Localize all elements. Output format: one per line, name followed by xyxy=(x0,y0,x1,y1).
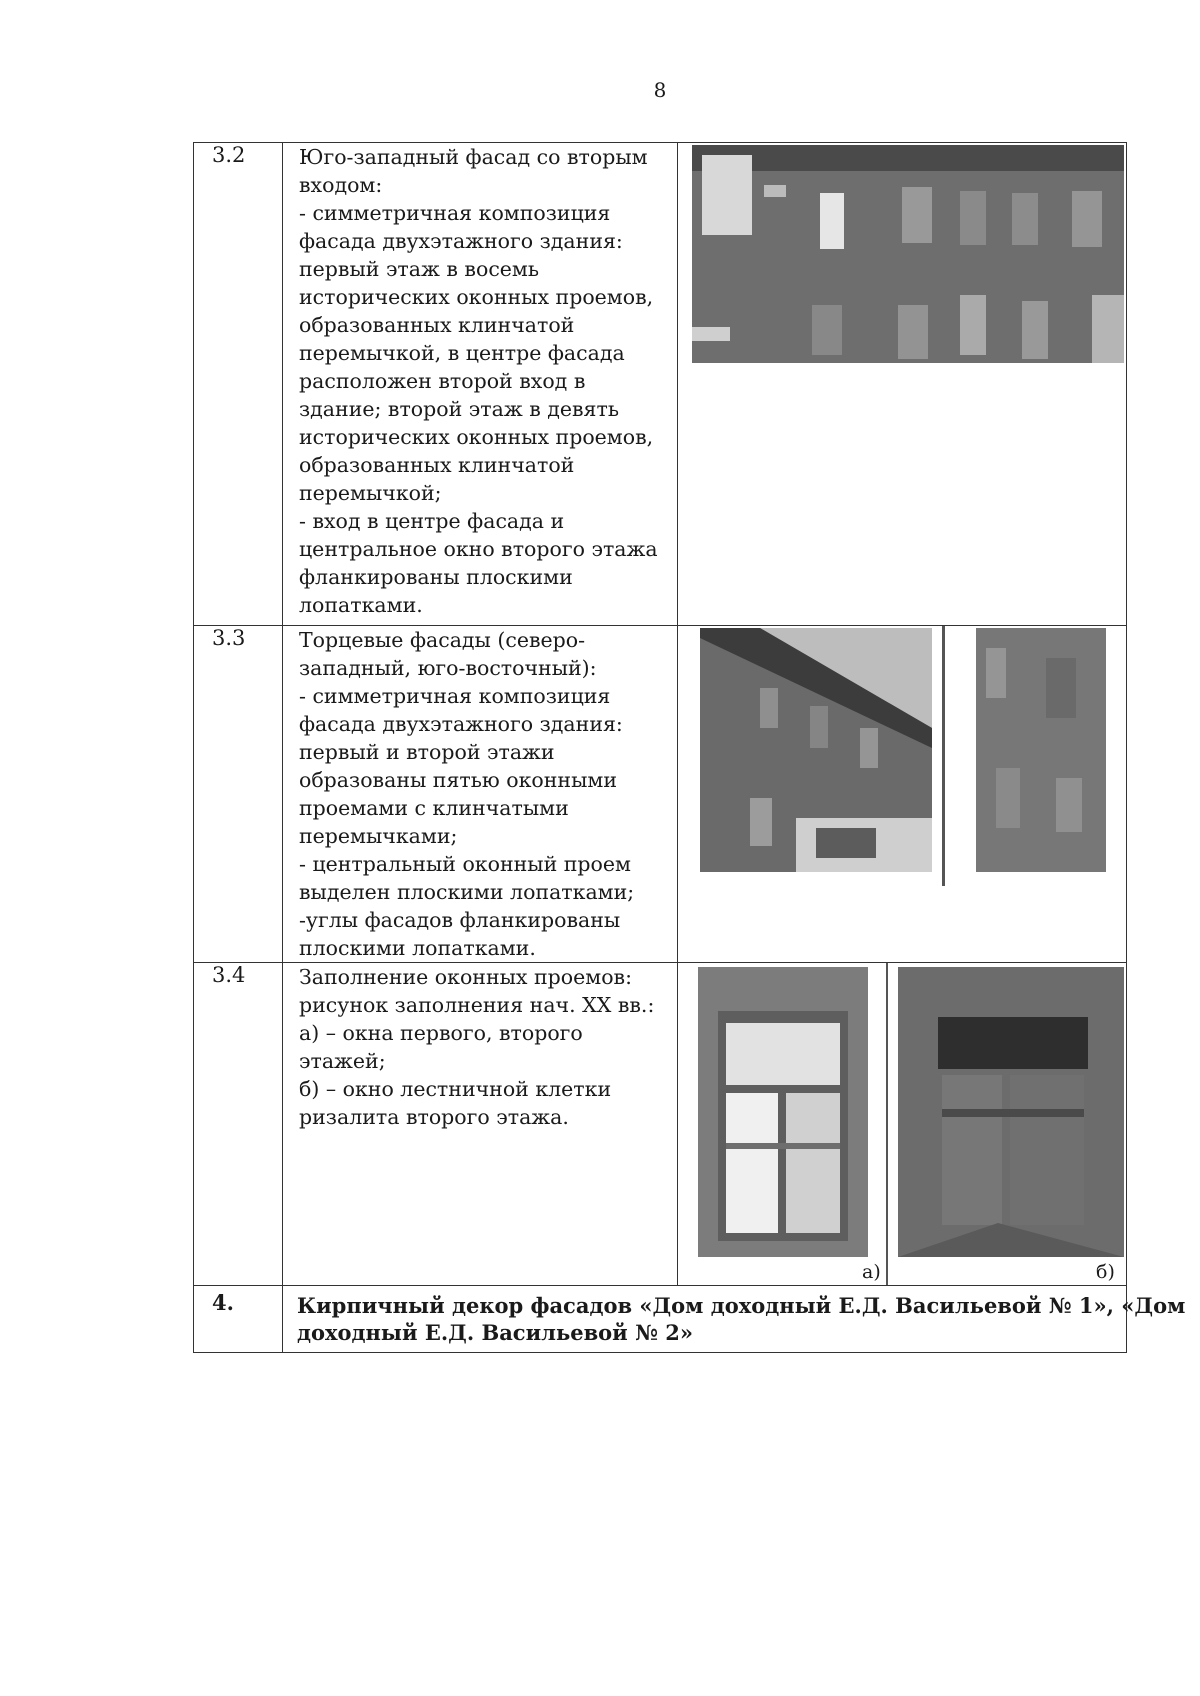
description-line: образованных клинчатой xyxy=(299,313,575,337)
description-line: здание; второй этаж в девять xyxy=(299,397,619,421)
description-line: входом: xyxy=(299,173,383,197)
description-line: фасада двухэтажного здания: xyxy=(299,229,623,253)
description-line: а) – окна первого, второго xyxy=(299,1021,583,1045)
facade-photo-end-wall-detail xyxy=(976,628,1106,872)
row-description xyxy=(283,626,678,963)
row-description xyxy=(283,1286,1186,1353)
description-line: расположен второй вход в xyxy=(299,369,586,393)
description-line: перемычкой, в центре фасада xyxy=(299,341,625,365)
description-line: первый и второй этажи xyxy=(299,740,555,764)
description-line: б) – окно лестничной клетки xyxy=(299,1077,612,1101)
description-line: доходный Е.Д. Васильевой № 2» xyxy=(297,1320,693,1345)
photo-cell xyxy=(678,626,1127,963)
window-photo-a xyxy=(698,967,868,1257)
photo-cell xyxy=(678,963,1127,1286)
row-description xyxy=(283,143,678,626)
photo-cell xyxy=(678,143,1127,626)
description-line: исторических оконных проемов, xyxy=(299,285,654,309)
facade-photo-southwest xyxy=(692,145,1124,363)
table-row xyxy=(194,963,1127,1286)
table-row xyxy=(194,626,1127,963)
photo-caption-b: б) xyxy=(1096,1261,1115,1283)
row-number: 4. xyxy=(194,1286,283,1353)
photo-divider xyxy=(886,963,888,1285)
description-line: центральное окно второго этажа xyxy=(299,537,658,561)
description-line: этажей; xyxy=(299,1049,386,1073)
description-line: западный, юго-восточный): xyxy=(299,656,597,680)
description-line: лопатками. xyxy=(299,593,423,617)
description-line: Торцевые фасады (северо- xyxy=(299,628,586,652)
description-line: - центральный оконный проем xyxy=(299,852,631,876)
description-line: перемычками; xyxy=(299,824,458,848)
photo-divider xyxy=(942,626,945,886)
row-number: 3.3 xyxy=(194,626,283,963)
description-line: проемами с клинчатыми xyxy=(299,796,569,820)
description-line: фланкированы плоскими xyxy=(299,565,573,589)
description-line: Заполнение оконных проемов: xyxy=(299,965,633,989)
description-line: перемычкой; xyxy=(299,481,442,505)
description-line: -углы фасадов фланкированы xyxy=(299,908,621,932)
row-number: 3.4 xyxy=(194,963,283,1286)
description-line: исторических оконных проемов, xyxy=(299,425,654,449)
description-line: - вход в центре фасада и xyxy=(299,509,565,533)
row-number: 3.2 xyxy=(194,143,283,626)
description-line: первый этаж в восемь xyxy=(299,257,540,281)
description-line: плоскими лопатками. xyxy=(299,936,536,960)
description-line: Юго-западный фасад со вторым xyxy=(299,145,648,169)
table-row xyxy=(194,1286,1127,1353)
window-photo-b xyxy=(898,967,1124,1257)
description-line: - симметричная композиция xyxy=(299,684,611,708)
description-line: рисунок заполнения нач. XX вв.: xyxy=(299,993,655,1017)
facade-spec-table xyxy=(193,142,1186,1353)
description-line: выделен плоскими лопатками; xyxy=(299,880,635,904)
facade-photo-end-wall xyxy=(700,628,932,872)
photo-caption-a: а) xyxy=(862,1261,881,1283)
page-number: 8 xyxy=(653,78,667,102)
description-line: ризалита второго этажа. xyxy=(299,1105,569,1129)
description-line: - симметричная композиция xyxy=(299,201,611,225)
description-line: фасада двухэтажного здания: xyxy=(299,712,623,736)
description-line: Кирпичный декор фасадов «Дом доходный Е.Д. Васильевой № 1», «Дом xyxy=(297,1293,1186,1318)
table-row xyxy=(194,143,1127,626)
description-line: образованы пятью оконными xyxy=(299,768,618,792)
row-description xyxy=(283,963,678,1286)
description-line: образованных клинчатой xyxy=(299,453,575,477)
